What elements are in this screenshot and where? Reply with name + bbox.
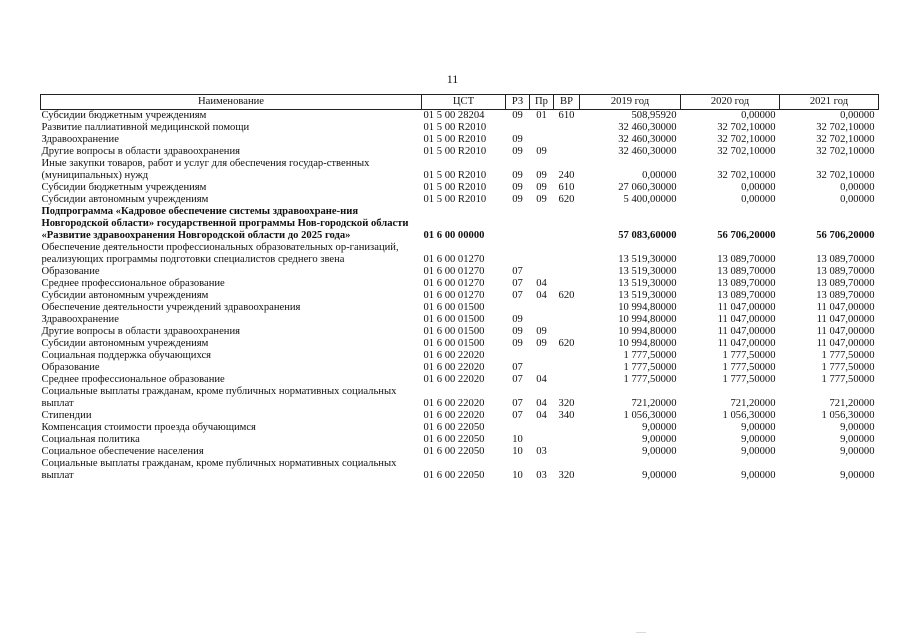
- cell-name: Иные закупки товаров, работ и услуг для обеспечения государ-ственных (муниципальных) нужд: [41, 158, 370, 181]
- cell-rz: [506, 122, 530, 134]
- cell-name: Социальная политика: [41, 434, 140, 445]
- table-row: [41, 266, 879, 278]
- cell-y2019: 1 777,50000: [623, 374, 677, 385]
- cell-pr: [530, 434, 554, 446]
- cell-y2021: 13 089,70000: [816, 266, 875, 277]
- cell-y2021: 13 089,70000: [816, 290, 875, 301]
- cell-y2020: 9,00000: [741, 434, 776, 445]
- cell-name: Обеспечение деятельности учреждений здравоохранения: [41, 302, 301, 313]
- cell-y2021: 9,00000: [840, 422, 875, 433]
- cell-pr: [530, 362, 554, 374]
- cell-cst: 01 5 00 R2010: [423, 146, 487, 157]
- cell-y2021: 32 702,10000: [816, 134, 875, 145]
- cell-rz: [506, 422, 530, 434]
- cell-y2019: 32 460,30000: [618, 146, 677, 157]
- cell-name: Компенсация стоимости проезда обучающимся: [41, 422, 256, 433]
- table-row: [41, 182, 879, 194]
- cell-cst: 01 6 00 01270: [423, 254, 485, 265]
- cell-pr: 03: [536, 446, 547, 457]
- cell-cst: 01 6 00 00000: [423, 230, 485, 241]
- page-number: 11: [446, 72, 459, 86]
- table-row: [41, 362, 879, 374]
- cell-pr: 04: [536, 410, 547, 421]
- cell-rz: 07: [512, 290, 523, 301]
- cell-y2021: 0,00000: [840, 182, 875, 193]
- cell-pr: [530, 422, 554, 434]
- cell-y2021: 0,00000: [840, 194, 875, 205]
- cell-pr: 03: [536, 470, 547, 481]
- table-row: [41, 302, 879, 314]
- table-row: [41, 386, 879, 410]
- table-row: [41, 410, 879, 422]
- cell-y2020: 13 089,70000: [717, 254, 776, 265]
- cell-name: Подпрограмма «Кадровое обеспечение системы здравоохране-ния Новгородской области» государственной программы Нов-городской области «Развитие здравоохранения Новгородской области до 2025 года»: [41, 206, 409, 241]
- cell-pr: [530, 122, 554, 134]
- table-header-row: [41, 95, 879, 110]
- cell-vr: [554, 326, 580, 338]
- cell-name: Социальные выплаты гражданам, кроме публичных нормативных социальных выплат: [41, 458, 397, 481]
- cell-name: Субсидии автономным учреждениям: [41, 194, 209, 205]
- cell-vr: 240: [558, 170, 575, 181]
- cell-rz: [506, 302, 530, 314]
- cell-y2019: 5 400,00000: [623, 194, 677, 205]
- header-name: Наименование: [41, 95, 422, 110]
- cell-rz: 09: [512, 326, 523, 337]
- cell-name: Обеспечение деятельности профессиональных образовательных ор-ганизаций, реализующих программы подготовки специалистов среднего звена: [41, 242, 399, 265]
- cell-name: Социальные выплаты гражданам, кроме публичных нормативных социальных выплат: [41, 386, 397, 409]
- cell-pr: 01: [536, 110, 547, 121]
- cell-rz: 07: [512, 410, 523, 421]
- cell-name: Субсидии бюджетным учреждениям: [41, 110, 207, 121]
- table-row: [41, 134, 879, 146]
- cell-y2021: 13 089,70000: [816, 278, 875, 289]
- header-rz: РЗ: [506, 95, 530, 110]
- cell-y2019: 9,00000: [642, 470, 677, 481]
- cell-rz: 09: [512, 146, 523, 157]
- cell-name: Здравоохранение: [41, 134, 119, 145]
- cell-y2021: 1 056,30000: [821, 410, 875, 421]
- cell-rz: [506, 350, 530, 362]
- scan-artifact: -----: [636, 630, 646, 636]
- cell-vr: [554, 422, 580, 434]
- cell-y2019: 32 460,30000: [618, 122, 677, 133]
- cell-vr: [554, 146, 580, 158]
- cell-name: Среднее профессиональное образование: [41, 374, 225, 385]
- cell-vr: 320: [558, 398, 575, 409]
- cell-y2019: 9,00000: [642, 422, 677, 433]
- table-row: [41, 122, 879, 134]
- cell-cst: 01 6 00 22020: [423, 410, 485, 421]
- cell-y2021: 1 777,50000: [821, 350, 875, 361]
- cell-vr: 610: [558, 110, 575, 121]
- cell-y2020: 13 089,70000: [717, 266, 776, 277]
- cell-vr: [554, 134, 580, 146]
- cell-rz: 09: [512, 338, 523, 349]
- cell-pr: [530, 266, 554, 278]
- cell-y2019: 13 519,30000: [618, 254, 677, 265]
- cell-pr: [530, 302, 554, 314]
- table-row: [41, 434, 879, 446]
- cell-cst: 01 5 00 R2010: [423, 122, 487, 133]
- cell-y2020: 9,00000: [741, 422, 776, 433]
- cell-vr: 610: [558, 182, 575, 193]
- cell-y2021: 32 702,10000: [816, 146, 875, 157]
- cell-y2019: 1 777,50000: [623, 350, 677, 361]
- cell-cst: 01 6 00 01500: [423, 326, 485, 337]
- cell-vr: [554, 374, 580, 386]
- table-row: [41, 158, 879, 182]
- cell-name: Развитие паллиативной медицинской помощи: [41, 122, 250, 133]
- cell-cst: 01 6 00 22020: [423, 398, 485, 409]
- table-row: [41, 326, 879, 338]
- cell-pr: 04: [536, 278, 547, 289]
- cell-cst: 01 5 00 R2010: [423, 194, 487, 205]
- table-body: [41, 110, 879, 483]
- cell-pr: [530, 350, 554, 362]
- cell-rz: 07: [512, 278, 523, 289]
- cell-y2019: 0,00000: [642, 170, 677, 181]
- cell-cst: 01 6 00 22050: [423, 422, 485, 433]
- cell-rz: [506, 206, 530, 242]
- header-2020: 2020 год: [681, 95, 780, 110]
- cell-y2021: 9,00000: [840, 470, 875, 481]
- cell-rz: 09: [512, 314, 523, 325]
- cell-y2020: 32 702,10000: [717, 146, 776, 157]
- cell-rz: 07: [512, 266, 523, 277]
- cell-vr: [554, 302, 580, 314]
- cell-cst: 01 6 00 22050: [423, 470, 485, 481]
- cell-y2019: 10 994,80000: [618, 314, 677, 325]
- header-vr: ВР: [554, 95, 580, 110]
- cell-y2019: 27 060,30000: [618, 182, 677, 193]
- cell-pr: 09: [536, 338, 547, 349]
- cell-rz: 10: [512, 434, 523, 445]
- cell-y2020: 32 702,10000: [717, 122, 776, 133]
- cell-name: Субсидии бюджетным учреждениям: [41, 182, 207, 193]
- cell-name: Социальное обеспечение населения: [41, 446, 204, 457]
- cell-pr: 09: [536, 170, 547, 181]
- cell-cst: 01 6 00 22020: [423, 362, 485, 373]
- cell-y2021: 9,00000: [840, 446, 875, 457]
- cell-cst: 01 5 00 R2010: [423, 170, 487, 181]
- table-row: [41, 278, 879, 290]
- cell-y2020: 13 089,70000: [717, 278, 776, 289]
- cell-cst: 01 6 00 01500: [423, 314, 485, 325]
- cell-y2021: 32 702,10000: [816, 122, 875, 133]
- cell-pr: 09: [536, 182, 547, 193]
- cell-pr: [530, 134, 554, 146]
- cell-y2020: 1 056,30000: [722, 410, 776, 421]
- header-cst: ЦСТ: [422, 95, 506, 110]
- cell-y2021: 11 047,00000: [816, 302, 875, 313]
- cell-pr: 04: [536, 290, 547, 301]
- cell-pr: [530, 314, 554, 326]
- table-row: [41, 338, 879, 350]
- cell-cst: 01 6 00 22020: [423, 350, 485, 361]
- cell-y2021: 1 777,50000: [821, 362, 875, 373]
- cell-cst: 01 6 00 01500: [423, 338, 485, 349]
- cell-y2019: 1 777,50000: [623, 362, 677, 373]
- cell-y2019: 13 519,30000: [618, 278, 677, 289]
- cell-vr: [554, 362, 580, 374]
- cell-y2019: 57 083,60000: [618, 230, 677, 241]
- cell-y2019: 10 994,80000: [618, 338, 677, 349]
- cell-rz: 09: [512, 194, 523, 205]
- cell-name: Другие вопросы в области здравоохранения: [41, 146, 240, 157]
- cell-y2020: 1 777,50000: [722, 374, 776, 385]
- table-row: [41, 458, 879, 482]
- table-row: [41, 194, 879, 206]
- cell-cst: 01 6 00 01270: [423, 278, 485, 289]
- cell-pr: 09: [536, 146, 547, 157]
- cell-y2020: 11 047,00000: [717, 338, 776, 349]
- cell-pr: [530, 206, 554, 242]
- cell-vr: [554, 278, 580, 290]
- table-row: [41, 422, 879, 434]
- cell-name: Другие вопросы в области здравоохранения: [41, 326, 240, 337]
- cell-cst: 01 5 00 R2010: [423, 134, 487, 145]
- cell-cst: 01 6 00 22020: [423, 374, 485, 385]
- cell-name: Стипендии: [41, 410, 92, 421]
- cell-rz: 09: [512, 110, 523, 121]
- table-row: [41, 110, 879, 123]
- cell-y2020: 13 089,70000: [717, 290, 776, 301]
- cell-y2020: 1 777,50000: [722, 362, 776, 373]
- table-row: [41, 242, 879, 266]
- cell-y2019: 13 519,30000: [618, 290, 677, 301]
- table-row: [41, 446, 879, 458]
- table-row: [41, 374, 879, 386]
- cell-vr: 620: [558, 194, 575, 205]
- cell-y2019: 10 994,80000: [618, 326, 677, 337]
- cell-y2021: 1 777,50000: [821, 374, 875, 385]
- cell-y2021: 56 706,20000: [816, 230, 875, 241]
- cell-rz: 10: [512, 470, 523, 481]
- cell-y2020: 9,00000: [741, 446, 776, 457]
- cell-y2019: 10 994,80000: [618, 302, 677, 313]
- cell-y2021: 13 089,70000: [816, 254, 875, 265]
- table-row: [41, 314, 879, 326]
- cell-y2021: 9,00000: [840, 434, 875, 445]
- cell-vr: 620: [558, 338, 575, 349]
- cell-y2021: 721,20000: [829, 398, 875, 409]
- budget-table: [40, 94, 879, 482]
- cell-y2021: 11 047,00000: [816, 338, 875, 349]
- cell-rz: 09: [512, 134, 523, 145]
- cell-y2021: 11 047,00000: [816, 326, 875, 337]
- cell-rz: 09: [512, 182, 523, 193]
- cell-y2020: 1 777,50000: [722, 350, 776, 361]
- cell-vr: [554, 350, 580, 362]
- cell-vr: [554, 206, 580, 242]
- cell-y2019: 9,00000: [642, 434, 677, 445]
- cell-cst: 01 5 00 R2010: [423, 182, 487, 193]
- cell-name: Среднее профессиональное образование: [41, 278, 225, 289]
- table-row: [41, 206, 879, 242]
- cell-cst: 01 6 00 22050: [423, 446, 485, 457]
- cell-vr: [554, 122, 580, 134]
- cell-rz: 07: [512, 374, 523, 385]
- cell-cst: 01 5 00 28204: [423, 110, 485, 121]
- cell-name: Социальная поддержка обучающихся: [41, 350, 212, 361]
- cell-y2019: 508,95920: [631, 110, 677, 121]
- cell-pr: 09: [536, 326, 547, 337]
- cell-y2020: 32 702,10000: [717, 134, 776, 145]
- cell-y2019: 1 056,30000: [623, 410, 677, 421]
- cell-y2020: 32 702,10000: [717, 170, 776, 181]
- cell-rz: 10: [512, 446, 523, 457]
- cell-vr: 620: [558, 290, 575, 301]
- cell-name: Субсидии автономным учреждениям: [41, 338, 209, 349]
- cell-y2021: 32 702,10000: [816, 170, 875, 181]
- cell-y2020: 11 047,00000: [717, 326, 776, 337]
- cell-y2020: 11 047,00000: [717, 314, 776, 325]
- cell-cst: 01 6 00 01500: [423, 302, 485, 313]
- cell-name: Здравоохранение: [41, 314, 119, 325]
- cell-y2021: 11 047,00000: [816, 314, 875, 325]
- cell-name: Образование: [41, 266, 100, 277]
- cell-y2020: 0,00000: [741, 194, 776, 205]
- cell-y2021: 0,00000: [840, 110, 875, 121]
- cell-cst: 01 6 00 01270: [423, 290, 485, 301]
- cell-cst: 01 6 00 01270: [423, 266, 485, 277]
- header-2019: 2019 год: [580, 95, 681, 110]
- cell-name: Субсидии автономным учреждениям: [41, 290, 209, 301]
- cell-name: Образование: [41, 362, 100, 373]
- cell-vr: [554, 242, 580, 266]
- cell-y2019: 13 519,30000: [618, 266, 677, 277]
- header-pr: Пр: [530, 95, 554, 110]
- table-row: [41, 290, 879, 302]
- cell-y2020: 0,00000: [741, 110, 776, 121]
- cell-pr: [530, 242, 554, 266]
- cell-rz: 07: [512, 398, 523, 409]
- cell-y2019: 9,00000: [642, 446, 677, 457]
- cell-y2020: 9,00000: [741, 470, 776, 481]
- cell-rz: [506, 242, 530, 266]
- table-row: [41, 146, 879, 158]
- header-2021: 2021 год: [780, 95, 879, 110]
- cell-pr: 09: [536, 194, 547, 205]
- cell-rz: 09: [512, 170, 523, 181]
- cell-pr: 04: [536, 398, 547, 409]
- cell-vr: 340: [558, 410, 575, 421]
- cell-y2019: 32 460,30000: [618, 134, 677, 145]
- cell-vr: [554, 266, 580, 278]
- cell-cst: 01 6 00 22050: [423, 434, 485, 445]
- cell-pr: 04: [536, 374, 547, 385]
- cell-vr: [554, 434, 580, 446]
- cell-y2020: 56 706,20000: [717, 230, 776, 241]
- cell-y2020: 0,00000: [741, 182, 776, 193]
- cell-rz: 07: [512, 362, 523, 373]
- cell-y2020: 11 047,00000: [717, 302, 776, 313]
- table-row: [41, 350, 879, 362]
- cell-vr: [554, 314, 580, 326]
- cell-vr: [554, 446, 580, 458]
- cell-vr: 320: [558, 470, 575, 481]
- cell-y2020: 721,20000: [730, 398, 776, 409]
- cell-y2019: 721,20000: [631, 398, 677, 409]
